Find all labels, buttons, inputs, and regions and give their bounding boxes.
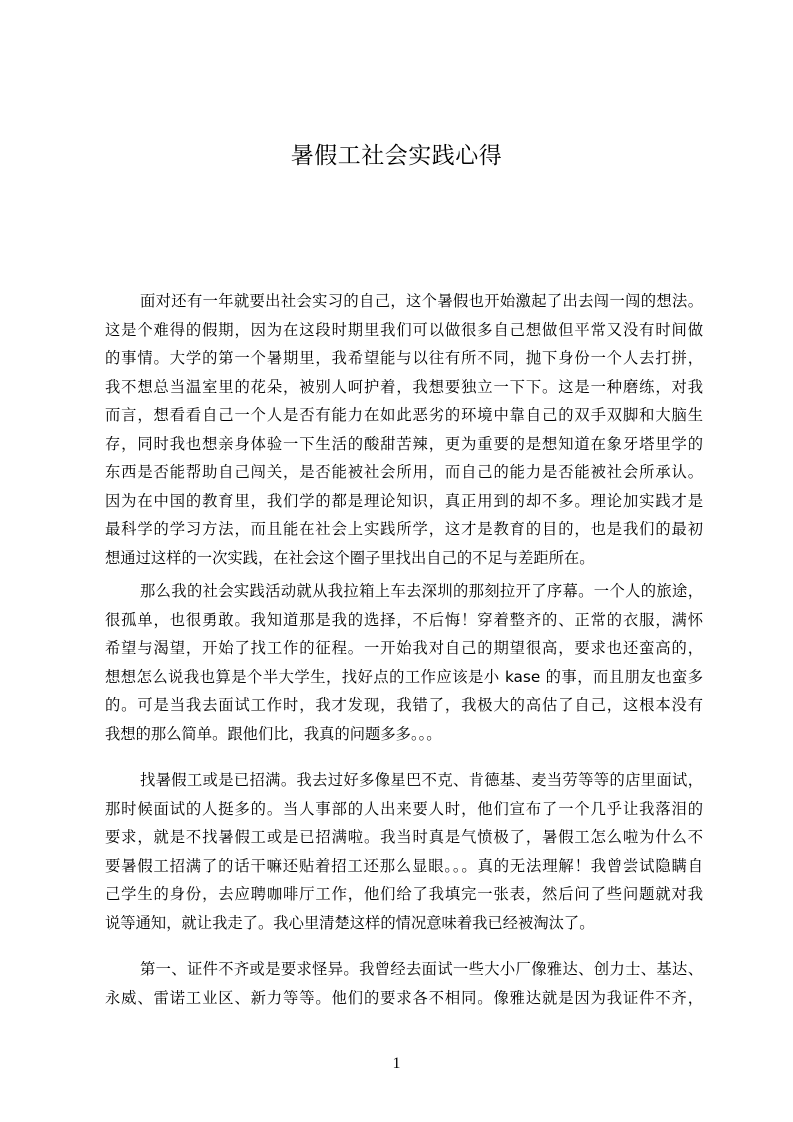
paragraph-4 bbox=[105, 955, 703, 1012]
text-line: 因为在中国的教育里，我们学的都是理论知识，真正用到的却不多。理论加实践才是 bbox=[105, 491, 703, 510]
text-line: 那么我的社会实践活动就从我拉箱上车去深圳的那刻拉开了序幕。一个人的旅途， bbox=[140, 582, 703, 600]
text-line: 的。可是当我去面试工作时，我才发现，我错了，我极大的高估了自己，这根本没有 bbox=[105, 696, 703, 714]
text-line: 要暑假工招满了的话干嘛还贴着招工还那么显眼。。。真的无法理解！我曾尝试隐瞒自 bbox=[105, 856, 703, 875]
paragraph-2 bbox=[105, 577, 703, 748]
text-line: 我想的那么简单。跟他们比，我真的问题多多。。。 bbox=[105, 724, 442, 743]
text-line: 那时候面试的人挺多的。当人事部的人出来要人时，他们宣布了一个几乎让我落泪的 bbox=[105, 799, 703, 818]
page-number: 1 bbox=[392, 1055, 401, 1072]
paragraph-3 bbox=[105, 766, 703, 937]
text-line: 最科学的学习方法，而且能在社会上实践所学，这才是教育的目的，也是我们的最初 bbox=[105, 520, 703, 538]
text-line: 想通过这样的一次实践，在社会这个圈子里找出自己的不足与差距所在。 bbox=[105, 548, 595, 567]
text-line: 永威、雷诺工业区、新力等等。他们的要求各不相同。像雅达就是因为我证件不齐， bbox=[105, 988, 703, 1007]
text-line: 找暑假工或是已招满。我去过好多像星巴不克、肯德基、麦当劳等等的店里面试， bbox=[140, 771, 703, 789]
text-line: 面对还有一年就要出社会实习的自己，这个暑假也开始激起了出去闯一闯的想法。 bbox=[140, 292, 703, 310]
document-title: 暑假工社会实践心得 bbox=[290, 143, 503, 169]
paragraph-1 bbox=[105, 287, 703, 572]
text-line: 想想怎么说我也算是个半大学生，找好点的工作应该是小 kase 的事，而且朋友也蛮多 bbox=[105, 667, 703, 686]
text-line: 的事情。大学的第一个暑期里，我希望能与以往有所不同，抛下身份一个人去打拼， bbox=[105, 349, 703, 367]
text-line: 我不想总当温室里的花朵，被别人呵护着，我想要独立一下下。这是一种磨练，对我 bbox=[105, 377, 703, 396]
text-line: 希望与渴望，开始了找工作的征程。一开始我对自己的期望很高，要求也还蛮高的， bbox=[105, 639, 703, 657]
text-line: 很孤单，也很勇敢。我知道那是我的选择，不后悔！穿着整齐的、正常的衣服，满怀 bbox=[105, 610, 703, 629]
text-line: 东西是否能帮助自己闯关，是否能被社会所用，而自己的能力是否能被社会所承认。 bbox=[105, 463, 703, 481]
text-line: 说等通知，就让我走了。我心里清楚这样的情况意味着我已经被淘汰了。 bbox=[105, 913, 595, 932]
text-line: 己学生的身份，去应聘咖啡厅工作，他们给了我填完一张表，然后问了些问题就对我 bbox=[105, 885, 703, 903]
text-line: 要求，就是不找暑假工或是已招满啦。我当时真是气愤极了，暑假工怎么啦为什么不 bbox=[105, 828, 703, 846]
text-line: 第一、证件不齐或是要求怪异。我曾经去面试一些大小厂像雅达、创力士、基达、 bbox=[140, 960, 703, 978]
text-line: 而言，想看看自己一个人是否有能力在如此恶劣的环境中靠自己的双手双脚和大脑生 bbox=[105, 406, 703, 424]
text-line: 这是个难得的假期，因为在这段时期里我们可以做很多自己想做但平常又没有时间做 bbox=[105, 320, 703, 339]
text-line: 存，同时我也想亲身体验一下生活的酸甜苦辣，更为重要的是想知道在象牙塔里学的 bbox=[105, 434, 703, 453]
